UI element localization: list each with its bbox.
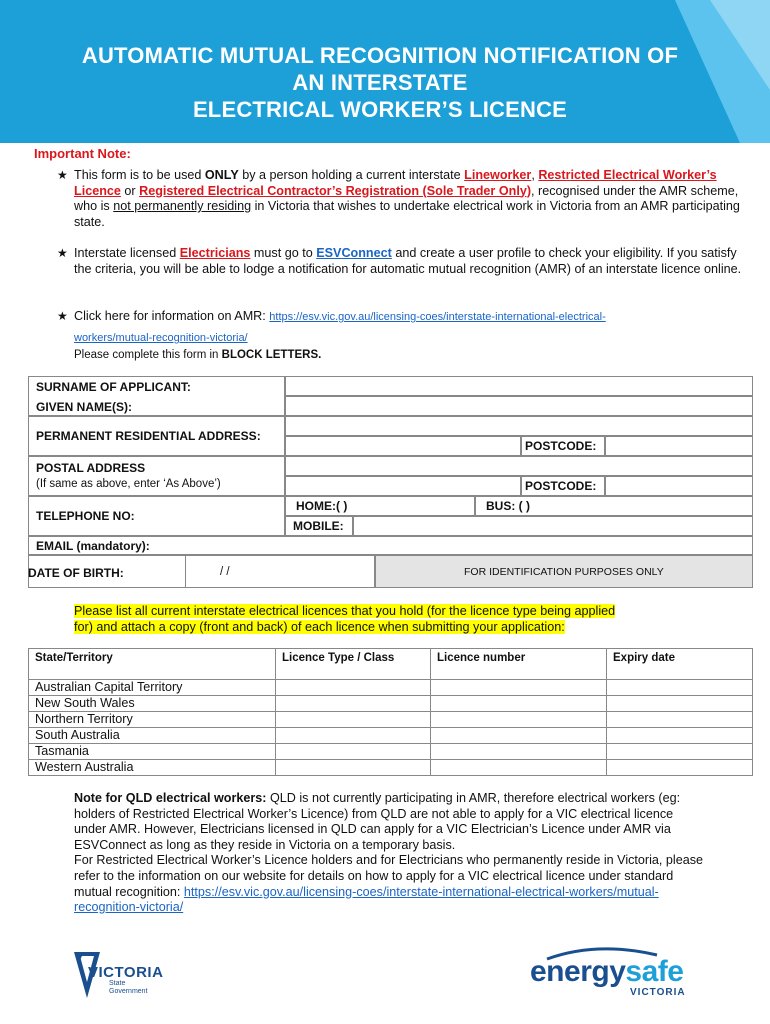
- licence-number-input[interactable]: [431, 680, 607, 696]
- licence-number-input[interactable]: [431, 696, 607, 712]
- table-row: [29, 760, 753, 776]
- note-bullet-2: ★ Interstate licensed Electricians must go to ESVConnect and create a user profile to check your eligibility. If you satisfy the criteria, you will be able to lodge a notification for automatic mutual recognition (AMR) of an interstate licence online.: [57, 246, 742, 276]
- expiry-date-input[interactable]: [607, 696, 753, 712]
- restricted-licence-link[interactable]: Restricted Electrical Worker’s Licence: [74, 168, 717, 198]
- licence-type-input[interactable]: [276, 712, 431, 728]
- postal-address-input[interactable]: [285, 456, 753, 476]
- licence-table: [28, 648, 753, 776]
- dob-input[interactable]: [185, 555, 375, 588]
- home-phone-label: HOME:( ): [296, 499, 348, 513]
- note-bullet-1: ★ This form is to be used ONLY by a person holding a current interstate Lineworker, Restricted Electrical Worker’s Licence or Registered Electrical Contractor’s Registration (Sole Trader Only), recognised under the AMR scheme, who is not permanently residing in Victoria that wishes to undertake electrical work in Victoria from an AMR participating state.: [57, 168, 740, 229]
- qld-note: Note for QLD electrical workers: QLD is not currently participating in AMR, therefore electrical workers (eg: holders of Restricted Electrical Worker’s Licence) from QLD are not able to apply for a VIC electrical licence under AMR. However, Electricians licensed in QLD can apply for a VIC Electrician’s Licence under AMR via ESVConnect as long as they reside in Victoria on a temporary basis. For Restricted Electrical Worker’s Licence holders and for Electricians who permanently reside in Victoria, please refer to the information on our website for details on how to apply for a VIC electrical licence under standard mutual recognition: https://esv.vic.gov.au/licensing-coes/interstate-international-electrical-workers/mutual-recognition-victoria/: [74, 791, 704, 915]
- residential-address-label: PERMANENT RESIDENTIAL ADDRESS:: [36, 429, 261, 443]
- page-header: [0, 0, 770, 143]
- residential-address-input-line2[interactable]: [285, 436, 521, 456]
- table-row: [29, 728, 753, 744]
- state-cell: Northern Territory: [29, 712, 276, 728]
- licence-number-input[interactable]: [431, 760, 607, 776]
- state-cell: New South Wales: [29, 696, 276, 712]
- postal-address-label: POSTAL ADDRESS: [36, 461, 146, 475]
- electricians-link[interactable]: Electricians: [179, 246, 251, 260]
- table-row: [29, 680, 753, 696]
- licence-type-input[interactable]: [276, 696, 431, 712]
- licence-table-header: [29, 649, 753, 680]
- state-cell: South Australia: [29, 728, 276, 744]
- licence-type-input[interactable]: [276, 744, 431, 760]
- licence-instruction: Please list all current interstate electrical licences that you hold (for the licence type being applied for) and attach a copy (front and back) of each licence when submitting your application:: [74, 604, 616, 634]
- amr-info-link[interactable]: https://esv.vic.gov.au/licensing-coes/interstate-international-electrical-: [269, 311, 606, 323]
- applicant-form: [28, 376, 753, 588]
- licence-type-input[interactable]: [276, 760, 431, 776]
- postal-postcode-label: POSTCODE:: [525, 479, 597, 493]
- telephone-label: TELEPHONE NO:: [36, 509, 135, 523]
- licence-type-input[interactable]: [276, 728, 431, 744]
- energysafe-victoria-text: VICTORIA: [630, 987, 686, 998]
- expiry-date-input[interactable]: [607, 728, 753, 744]
- expiry-date-input[interactable]: [607, 744, 753, 760]
- rec-registration-link[interactable]: Registered Electrical Contractor’s Registration (Sole Trader Only): [139, 183, 532, 198]
- important-note-heading: Important Note:: [34, 146, 131, 161]
- block-letters-instruction: Please complete this form in BLOCK LETTERS.: [74, 349, 322, 361]
- licence-number-input[interactable]: [431, 712, 607, 728]
- state-cell: Western Australia: [29, 760, 276, 776]
- victoria-logo-text: VICTORIA: [88, 964, 164, 981]
- licence-number-input[interactable]: [431, 744, 607, 760]
- lineworker-link[interactable]: Lineworker: [464, 168, 532, 182]
- col-state: State/Territory: [29, 649, 276, 680]
- expiry-date-input[interactable]: [607, 760, 753, 776]
- table-row: [29, 712, 753, 728]
- mobile-label: MOBILE:: [293, 519, 344, 533]
- star-bullet-icon: ★: [57, 246, 68, 260]
- star-bullet-icon: ★: [57, 309, 68, 323]
- licence-number-input[interactable]: [431, 728, 607, 744]
- postal-postcode-input[interactable]: [605, 476, 753, 496]
- state-cell: Australian Capital Territory: [29, 680, 276, 696]
- col-licence-number: Licence number: [431, 649, 607, 680]
- col-licence-type: Licence Type / Class: [276, 649, 431, 680]
- surname-label: SURNAME OF APPLICANT:: [36, 380, 191, 394]
- page-title: AUTOMATIC MUTUAL RECOGNITION NOTIFICATION OF AN INTERSTATE ELECTRICAL WORKER’S LICENCE: [81, 43, 679, 122]
- surname-input[interactable]: [285, 376, 753, 396]
- business-phone-label: BUS: ( ): [486, 499, 530, 513]
- postcode-label: POSTCODE:: [525, 439, 597, 453]
- expiry-date-input[interactable]: [607, 680, 753, 696]
- table-row: [29, 696, 753, 712]
- postcode-input[interactable]: [605, 436, 753, 456]
- table-row: [29, 744, 753, 760]
- star-bullet-icon: ★: [57, 168, 68, 182]
- email-label: EMAIL (mandatory):: [36, 539, 150, 553]
- given-names-label: GIVEN NAME(S):: [36, 400, 132, 414]
- id-purposes-note: FOR IDENTIFICATION PURPOSES ONLY: [464, 566, 664, 578]
- residential-address-input[interactable]: [285, 416, 753, 436]
- dob-label: DATE OF BIRTH:: [28, 566, 124, 580]
- esvconnect-link[interactable]: ESVConnect: [316, 246, 392, 260]
- licence-type-input[interactable]: [276, 680, 431, 696]
- amr-info-link-continued[interactable]: workers/mutual-recognition-victoria/: [74, 332, 248, 344]
- col-expiry: Expiry date: [607, 649, 753, 680]
- note-bullet-3: ★ Click here for information on AMR: https://esv.vic.gov.au/licensing-coes/interstate-international-electrical- workers/mutual-recognition-victoria/: [57, 306, 747, 348]
- dob-slashes: / /: [220, 566, 230, 578]
- postal-address-input-line2[interactable]: [285, 476, 521, 496]
- state-cell: Tasmania: [29, 744, 276, 760]
- energysafe-logo-text: energysafe: [530, 955, 684, 988]
- expiry-date-input[interactable]: [607, 712, 753, 728]
- given-names-input[interactable]: [285, 396, 753, 416]
- mobile-input[interactable]: [353, 516, 753, 536]
- mutual-recognition-link[interactable]: https://esv.vic.gov.au/licensing-coes/interstate-international-electrical-workers/mutual-recognition-victoria/: [74, 884, 659, 915]
- victoria-logo-subtext: State Government: [109, 980, 148, 995]
- postal-address-hint: (If same as above, enter ‘As Above’): [36, 478, 221, 490]
